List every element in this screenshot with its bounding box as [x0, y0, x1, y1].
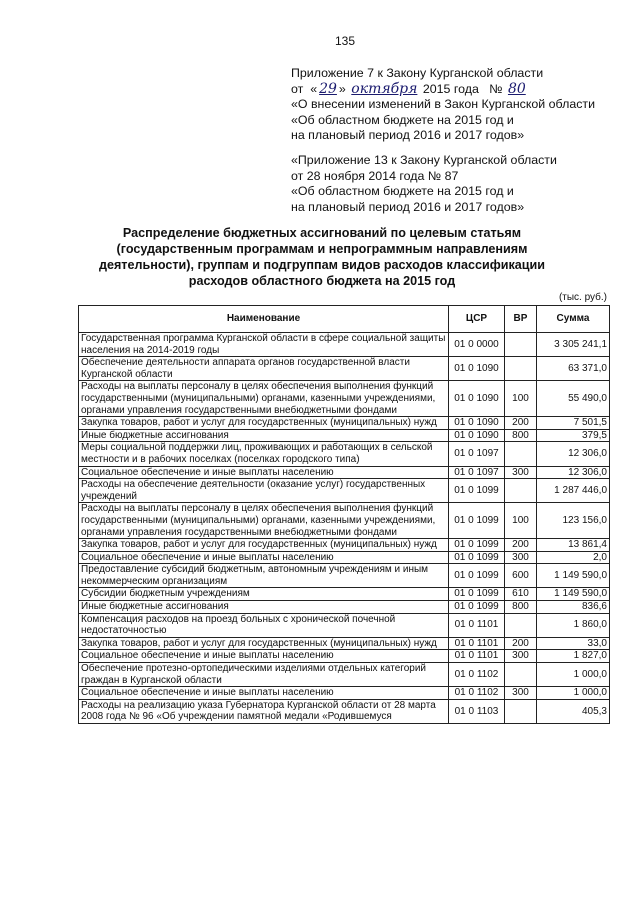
row-sum: 55 490,0 [537, 381, 610, 417]
row-csr: 01 0 1090 [449, 381, 505, 417]
table-row [79, 663, 610, 687]
row-csr: 01 0 1101 [449, 650, 505, 663]
row-csr: 01 0 1099 [449, 503, 505, 539]
table-row [79, 601, 610, 614]
units-label: (тыс. руб.) [558, 292, 607, 303]
handwritten-month: октября [351, 80, 418, 97]
row-name: Расходы на обеспечение деятельности (оказание услуг) государственных учреждений [79, 479, 449, 503]
table-row [79, 333, 610, 357]
row-vr: 100 [505, 381, 537, 417]
appendix-13-line3: «Об областном бюджете на 2015 год и [291, 184, 514, 198]
row-csr: 01 0 1099 [449, 601, 505, 614]
row-csr: 01 0 1099 [449, 479, 505, 503]
row-sum: 1 827,0 [537, 650, 610, 663]
row-vr [505, 699, 537, 723]
row-name: Социальное обеспечение и иные выплаты населению [79, 551, 449, 564]
row-sum: 836,6 [537, 601, 610, 614]
appendix-13-line4: на плановый период 2016 и 2017 годов» [291, 199, 525, 214]
row-sum: 1 287 446,0 [537, 479, 610, 503]
row-vr: 800 [505, 429, 537, 442]
row-csr: 01 0 1099 [449, 551, 505, 564]
row-csr: 01 0 1099 [449, 564, 505, 588]
appendix-7-line4: «Об областном бюджете на 2015 год и [291, 112, 514, 127]
row-name: Расходы на выплаты персоналу в целях обеспечения выполнения функций государственными (муниципальными) органами, казенными учреждениями, органами управления государственными внебюджетными фондами [79, 381, 449, 417]
row-sum: 1 000,0 [537, 687, 610, 700]
row-sum: 7 501,5 [537, 417, 610, 430]
table-row [79, 637, 610, 650]
handwritten-law-number: 80 [507, 80, 526, 97]
row-csr: 01 0 1090 [449, 429, 505, 442]
table-row [79, 429, 610, 442]
row-sum: 405,3 [537, 699, 610, 723]
row-vr: 300 [505, 687, 537, 700]
table-row [79, 417, 610, 430]
row-vr: 610 [505, 588, 537, 601]
row-csr: 01 0 1101 [449, 637, 505, 650]
table-row [79, 588, 610, 601]
row-name: Расходы на реализацию указа Губернатора Курганской области от 28 марта 2008 года № 96 «Об учреждении памятной медали «Родившемуся [79, 699, 449, 723]
row-sum: 33,0 [537, 637, 610, 650]
row-name: Компенсация расходов на проезд больных с хронической почечной недостаточностью [79, 613, 449, 637]
document-title: Распределение бюджетных ассигнований по целевым статьям (государственным программам и непрограммным направлениям деятельности), группам и подгруппам видов расходов классификации расходов областного бюджета на 2015 год [98, 226, 546, 288]
table-row [79, 539, 610, 552]
row-vr: 300 [505, 551, 537, 564]
row-vr: 100 [505, 503, 537, 539]
row-vr [505, 479, 537, 503]
row-csr: 01 0 1090 [449, 357, 505, 381]
row-vr: 800 [505, 601, 537, 614]
row-vr [505, 333, 537, 357]
row-vr [505, 613, 537, 637]
row-sum: 1 000,0 [537, 663, 610, 687]
row-name: Обеспечение протезно-ортопедическими изделиями отдельных категорий граждан в Курганской области [79, 663, 449, 687]
row-name: Меры социальной поддержки лиц, проживающих и работающих в сельской местности и в рабочих поселках (поселках городского типа) [79, 442, 449, 466]
row-sum: 12 306,0 [537, 442, 610, 466]
row-vr: 300 [505, 466, 537, 479]
row-vr: 600 [505, 564, 537, 588]
row-name: Закупка товаров, работ и услуг для государственных (муниципальных) нужд [79, 417, 449, 430]
table-header-row [79, 306, 610, 333]
row-csr: 01 0 1102 [449, 663, 505, 687]
row-csr: 01 0 1103 [449, 699, 505, 723]
row-name: Государственная программа Курганской области в сфере социальной защиты населения на 2014-2019 годы [79, 333, 449, 357]
row-vr: 300 [505, 650, 537, 663]
appendix-13-line1: «Приложение 13 к Закону Курганской области [291, 153, 557, 167]
row-vr [505, 663, 537, 687]
row-name: Субсидии бюджетным учреждениям [79, 588, 449, 601]
column-header-name: Наименование [79, 306, 449, 333]
table-row [79, 687, 610, 700]
table-row [79, 357, 610, 381]
row-sum: 2,0 [537, 551, 610, 564]
row-vr: 200 [505, 417, 537, 430]
row-vr [505, 357, 537, 381]
appendix-7-header [291, 66, 595, 144]
row-sum: 1 860,0 [537, 613, 610, 637]
table-row [79, 503, 610, 539]
table-row [79, 466, 610, 479]
row-name: Иные бюджетные ассигнования [79, 429, 449, 442]
table-row [79, 381, 610, 417]
row-sum: 1 149 590,0 [537, 588, 610, 601]
table-row [79, 479, 610, 503]
handwritten-day: 29 [319, 80, 337, 97]
appendix-7-date-line: от « 29 » октября 2015 года № 80 [291, 80, 526, 97]
row-sum: 13 861,4 [537, 539, 610, 552]
column-header-vr: ВР [505, 306, 537, 333]
table-row [79, 699, 610, 723]
row-sum: 63 371,0 [537, 357, 610, 381]
row-sum: 1 149 590,0 [537, 564, 610, 588]
row-csr: 01 0 1090 [449, 417, 505, 430]
budget-table [78, 305, 610, 724]
column-header-csr: ЦСР [449, 306, 505, 333]
row-vr: 200 [505, 637, 537, 650]
row-csr: 01 0 0000 [449, 333, 505, 357]
row-sum: 12 306,0 [537, 466, 610, 479]
row-csr: 01 0 1097 [449, 466, 505, 479]
row-name: Закупка товаров, работ и услуг для государственных (муниципальных) нужд [79, 637, 449, 650]
row-name: Социальное обеспечение и иные выплаты населению [79, 650, 449, 663]
row-sum: 379,5 [537, 429, 610, 442]
table-row [79, 650, 610, 663]
row-name: Обеспечение деятельности аппарата органов государственной власти Курганской области [79, 357, 449, 381]
page-number: 135 [335, 34, 356, 48]
table-row [79, 442, 610, 466]
row-name: Социальное обеспечение и иные выплаты населению [79, 466, 449, 479]
row-csr: 01 0 1099 [449, 588, 505, 601]
row-name: Иные бюджетные ассигнования [79, 601, 449, 614]
row-csr: 01 0 1102 [449, 687, 505, 700]
row-name: Расходы на выплаты персоналу в целях обеспечения выполнения функций государственными (муниципальными) органами, казенными учреждениями, органами управления государственными внебюджетными фондами [79, 503, 449, 539]
row-name: Предоставление субсидий бюджетным, автономным учреждениям и иным некоммерческим организациям [79, 564, 449, 588]
appendix-13-line2: от 28 ноября 2014 года № 87 [291, 168, 459, 183]
appendix-13-header [291, 153, 557, 215]
appendix-7-line5: на плановый период 2016 и 2017 годов» [291, 128, 525, 142]
table-row [79, 551, 610, 564]
row-csr: 01 0 1097 [449, 442, 505, 466]
row-sum: 123 156,0 [537, 503, 610, 539]
row-name: Социальное обеспечение и иные выплаты населению [79, 687, 449, 700]
table-row [79, 613, 610, 637]
appendix-7-line1: Приложение 7 к Закону Курганской области [291, 66, 544, 80]
row-csr: 01 0 1101 [449, 613, 505, 637]
table-row [79, 564, 610, 588]
column-header-sum: Сумма [537, 306, 610, 333]
row-vr [505, 442, 537, 466]
appendix-7-line3: «О внесении изменений в Закон Курганской области [291, 97, 596, 111]
row-csr: 01 0 1099 [449, 539, 505, 552]
row-name: Закупка товаров, работ и услуг для государственных (муниципальных) нужд [79, 539, 449, 552]
row-vr: 200 [505, 539, 537, 552]
row-sum: 3 305 241,1 [537, 333, 610, 357]
